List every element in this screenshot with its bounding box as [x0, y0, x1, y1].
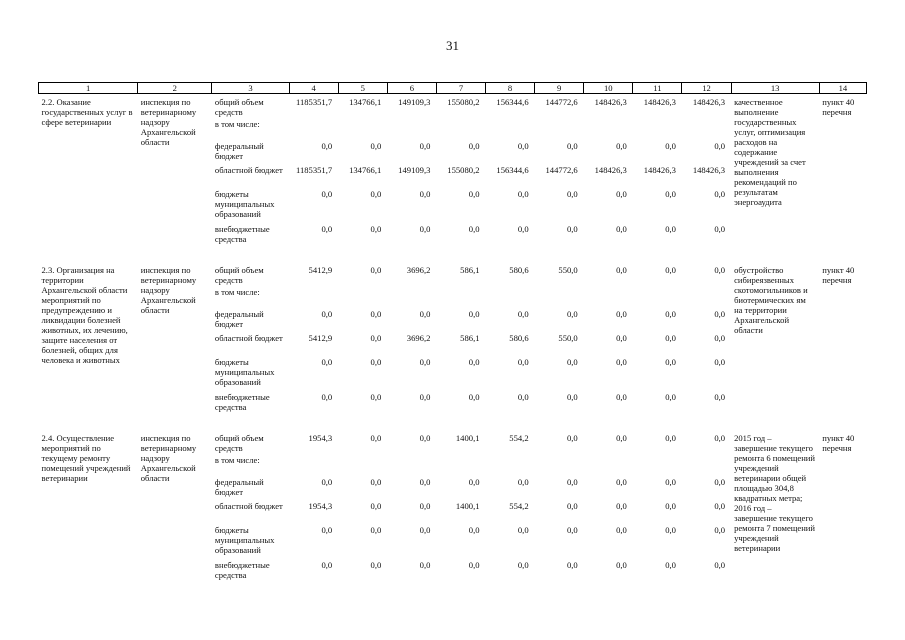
column-header-12: 12: [682, 83, 731, 94]
value-cell: 0,0: [468, 308, 480, 319]
executor: инспекция по ветеринарному надзору Архангельской области: [140, 97, 197, 147]
value-cell: 155080,2: [447, 164, 480, 175]
measure-title: 2.3. Организация на территории Архангельской области мероприятий по предупреждению и ликвидации болезней животных, их лечению, защите населения от болезней, общих для человека и животных: [41, 264, 128, 365]
column-header-11: 11: [633, 83, 682, 94]
value-cell: 0,0: [616, 188, 627, 199]
column-header-14: 14: [819, 83, 866, 94]
funding-source-label: областной бюджет: [214, 332, 283, 343]
value-cell: 0,0: [566, 391, 578, 402]
column-header-1: 1: [39, 83, 138, 94]
funding-source-label: федеральный бюджет: [214, 140, 264, 161]
value-cell: 0,0: [468, 559, 480, 570]
value-cell: 0,0: [714, 264, 726, 275]
value-cell: 0,0: [714, 223, 726, 234]
value-cell: 0,0: [321, 140, 333, 151]
group-spacer: [39, 247, 867, 262]
value-cell: 0,0: [517, 476, 529, 487]
reference: пункт 40 перечня: [822, 432, 855, 453]
value-cell: 0,0: [370, 559, 382, 570]
funding-source-label: бюджеты муниципальных образований: [214, 524, 275, 555]
funding-source-label: в том числе:: [214, 454, 260, 465]
measure-title: 2.4. Осуществление мероприятий по текущему ремонту помещений учреждений ветеринарии: [41, 432, 131, 483]
reference: пункт 40 перечня: [822, 264, 855, 285]
value-cell: 0,0: [665, 308, 676, 319]
value-cell: 0,0: [370, 391, 382, 402]
value-cell: 0,0: [321, 559, 333, 570]
value-cell: 0,0: [714, 391, 726, 402]
value-cell: 0,0: [566, 524, 578, 535]
program-table: [38, 82, 867, 583]
value-cell: 0,0: [370, 524, 382, 535]
value-cell: 0,0: [370, 476, 382, 487]
value-cell: 0,0: [714, 188, 726, 199]
value-cell: 1954,3: [308, 432, 333, 443]
value-cell: 0,0: [665, 500, 676, 511]
value-cell: 3696,2: [406, 332, 431, 343]
value-cell: 0,0: [616, 140, 627, 151]
value-cell: [535, 454, 584, 476]
funding-source-label: внебюджетные средства: [214, 559, 270, 580]
value-cell: 0,0: [665, 559, 676, 570]
value-cell: 1185351,7: [295, 164, 333, 175]
value-cell: 1400,1: [455, 432, 480, 443]
funding-source-label: в том числе:: [214, 286, 260, 297]
value-cell: 148426,3: [594, 97, 627, 107]
value-cell: 0,0: [714, 559, 726, 570]
funding-source-label: в том числе:: [214, 118, 260, 129]
page-number: 31: [446, 38, 459, 53]
funding-source-label: бюджеты муниципальных образований: [214, 188, 275, 219]
value-cell: 148426,3: [594, 164, 627, 175]
value-cell: 586,1: [460, 264, 480, 275]
value-cell: [436, 118, 485, 140]
value-cell: 5412,9: [308, 264, 333, 275]
value-cell: 0,0: [370, 332, 382, 343]
value-cell: 0,0: [517, 188, 529, 199]
value-cell: 0,0: [714, 524, 726, 535]
header-row: [39, 83, 867, 94]
value-cell: 0,0: [419, 500, 431, 511]
value-cell: 0,0: [665, 476, 676, 487]
value-cell: 0,0: [665, 223, 676, 234]
expected-result: 2015 год – завершение текущего ремонта 6 помещений учреждений ветеринарии общей площадью 304,8 квадратных метра; 2016 год – завершение текущего ремонта 7 помещений учреждений ветеринарии: [734, 432, 815, 553]
value-cell: [682, 286, 731, 308]
value-cell: 0,0: [714, 500, 726, 511]
value-cell: 0,0: [419, 223, 431, 234]
value-cell: 0,0: [566, 559, 578, 570]
value-cell: [633, 286, 682, 308]
value-cell: 0,0: [616, 500, 627, 511]
funding-source-label: общий объем средств: [214, 97, 264, 117]
value-cell: 580,6: [509, 332, 529, 343]
value-cell: 0,0: [616, 476, 627, 487]
value-cell: 0,0: [370, 432, 382, 443]
value-cell: 0,0: [665, 188, 676, 199]
value-cell: 0,0: [468, 476, 480, 487]
value-cell: 0,0: [566, 223, 578, 234]
value-cell: 134766,1: [349, 97, 382, 107]
value-cell: 586,1: [460, 332, 480, 343]
value-cell: 0,0: [517, 356, 529, 367]
value-cell: 554,2: [509, 500, 529, 511]
value-cell: 0,0: [566, 140, 578, 151]
column-header-9: 9: [535, 83, 584, 94]
value-cell: 144772,6: [545, 164, 578, 175]
value-cell: 0,0: [321, 524, 333, 535]
value-cell: [387, 118, 436, 140]
funding-source-label: внебюджетные средства: [214, 391, 270, 412]
value-cell: 0,0: [714, 332, 726, 343]
value-cell: 5412,9: [308, 332, 333, 343]
value-cell: 0,0: [321, 476, 333, 487]
funding-source-label: внебюджетные средства: [214, 223, 270, 244]
value-cell: 0,0: [665, 264, 676, 275]
value-cell: 0,0: [665, 140, 676, 151]
value-cell: [535, 286, 584, 308]
executor: инспекция по ветеринарному надзору Архангельской области: [140, 264, 197, 315]
value-cell: 144772,6: [545, 97, 578, 107]
value-cell: 0,0: [566, 500, 578, 511]
executor: инспекция по ветеринарному надзору Архангельской области: [140, 432, 197, 483]
value-cell: 1400,1: [455, 500, 480, 511]
value-cell: 0,0: [370, 188, 382, 199]
group-spacer: [39, 415, 867, 430]
column-header-10: 10: [584, 83, 633, 94]
value-cell: 0,0: [419, 524, 431, 535]
table-row: [39, 262, 867, 286]
value-cell: 0,0: [370, 356, 382, 367]
column-header-6: 6: [387, 83, 436, 94]
value-cell: 148426,3: [692, 164, 726, 175]
value-cell: 0,0: [517, 223, 529, 234]
value-cell: [633, 454, 682, 476]
value-cell: [682, 454, 731, 476]
value-cell: 0,0: [517, 391, 529, 402]
expected-result: обустройство сибиреязвенных скотомогильников и биотермических ям на территории Архангельской области: [734, 264, 808, 335]
value-cell: [289, 286, 338, 308]
value-cell: [338, 454, 387, 476]
value-cell: 0,0: [419, 391, 431, 402]
value-cell: 0,0: [468, 356, 480, 367]
value-cell: [436, 286, 485, 308]
value-cell: 0,0: [714, 476, 726, 487]
value-cell: 0,0: [714, 308, 726, 319]
value-cell: 0,0: [370, 308, 382, 319]
column-header-8: 8: [486, 83, 535, 94]
value-cell: 156344,6: [496, 164, 529, 175]
value-cell: [584, 454, 633, 476]
value-cell: 0,0: [665, 391, 676, 402]
value-cell: 0,0: [419, 188, 431, 199]
value-cell: 148426,3: [643, 97, 676, 107]
value-cell: 0,0: [616, 308, 627, 319]
value-cell: [289, 454, 338, 476]
measure-title: 2.2. Оказание государственных услуг в сфере ветеринарии: [41, 97, 133, 127]
value-cell: 0,0: [419, 476, 431, 487]
value-cell: 148426,3: [692, 97, 726, 107]
value-cell: 0,0: [517, 524, 529, 535]
value-cell: 0,0: [714, 140, 726, 151]
value-cell: 3696,2: [406, 264, 431, 275]
value-cell: 0,0: [468, 524, 480, 535]
value-cell: [338, 118, 387, 140]
value-cell: 0,0: [714, 432, 726, 443]
value-cell: 0,0: [616, 559, 627, 570]
value-cell: 0,0: [419, 356, 431, 367]
value-cell: 0,0: [419, 559, 431, 570]
funding-source-label: общий объем средств: [214, 432, 264, 453]
value-cell: 0,0: [517, 140, 529, 151]
funding-source-label: федеральный бюджет: [214, 476, 264, 497]
column-header-5: 5: [338, 83, 387, 94]
value-cell: 550,0: [558, 264, 578, 275]
value-cell: 0,0: [370, 500, 382, 511]
value-cell: 0,0: [370, 264, 382, 275]
value-cell: 0,0: [566, 188, 578, 199]
value-cell: [387, 454, 436, 476]
value-cell: 0,0: [468, 223, 480, 234]
column-header-13: 13: [731, 83, 819, 94]
value-cell: 0,0: [616, 264, 627, 275]
value-cell: 0,0: [468, 188, 480, 199]
value-cell: [633, 118, 682, 140]
table-row: [39, 430, 867, 454]
value-cell: 0,0: [321, 356, 333, 367]
table-row: [39, 94, 867, 118]
funding-source-label: областной бюджет: [214, 164, 283, 175]
value-cell: 156344,6: [496, 97, 529, 107]
value-cell: 0,0: [665, 356, 676, 367]
value-cell: 0,0: [321, 223, 333, 234]
value-cell: 155080,2: [447, 97, 480, 107]
value-cell: 0,0: [321, 188, 333, 199]
value-cell: [535, 118, 584, 140]
value-cell: 0,0: [419, 432, 431, 443]
value-cell: [486, 286, 535, 308]
value-cell: [387, 286, 436, 308]
expected-result: качественное выполнение государственных услуг, оптимизация расходов на содержание учреждений за счет выполнения рекомендаций по результатам энергоаудита: [734, 97, 806, 207]
funding-source-label: бюджеты муниципальных образований: [214, 356, 275, 387]
value-cell: [682, 118, 731, 140]
value-cell: [338, 286, 387, 308]
value-cell: 0,0: [665, 332, 676, 343]
value-cell: 0,0: [616, 332, 627, 343]
value-cell: 149109,3: [398, 164, 431, 175]
value-cell: 0,0: [468, 140, 480, 151]
reference: пункт 40 перечня: [822, 97, 855, 117]
value-cell: 149109,3: [398, 97, 431, 107]
value-cell: 0,0: [665, 524, 676, 535]
funding-source-label: областной бюджет: [214, 500, 283, 511]
value-cell: 0,0: [665, 432, 676, 443]
value-cell: [584, 286, 633, 308]
value-cell: 0,0: [468, 391, 480, 402]
value-cell: 0,0: [517, 559, 529, 570]
value-cell: [584, 118, 633, 140]
value-cell: 0,0: [616, 432, 627, 443]
value-cell: [486, 118, 535, 140]
value-cell: [289, 118, 338, 140]
value-cell: 0,0: [616, 524, 627, 535]
column-header-3: 3: [212, 83, 289, 94]
value-cell: [486, 454, 535, 476]
value-cell: [436, 454, 485, 476]
value-cell: 0,0: [616, 356, 627, 367]
value-cell: 0,0: [616, 223, 627, 234]
value-cell: 134766,1: [349, 164, 382, 175]
value-cell: 0,0: [370, 223, 382, 234]
value-cell: 148426,3: [643, 164, 676, 175]
value-cell: 580,6: [509, 264, 529, 275]
column-header-4: 4: [289, 83, 338, 94]
funding-source-label: общий объем средств: [214, 264, 264, 285]
value-cell: 550,0: [558, 332, 578, 343]
value-cell: 0,0: [566, 476, 578, 487]
value-cell: 0,0: [566, 432, 578, 443]
column-header-7: 7: [436, 83, 485, 94]
value-cell: 0,0: [566, 356, 578, 367]
value-cell: 1185351,7: [295, 97, 333, 107]
value-cell: 0,0: [419, 308, 431, 319]
funding-source-label: федеральный бюджет: [214, 308, 264, 329]
value-cell: 1954,3: [308, 500, 333, 511]
column-header-2: 2: [138, 83, 212, 94]
value-cell: 0,0: [370, 140, 382, 151]
value-cell: 0,0: [321, 308, 333, 319]
value-cell: 0,0: [321, 391, 333, 402]
value-cell: 0,0: [419, 140, 431, 151]
value-cell: 0,0: [517, 308, 529, 319]
value-cell: 0,0: [566, 308, 578, 319]
value-cell: 0,0: [616, 391, 627, 402]
value-cell: 0,0: [714, 356, 726, 367]
value-cell: 554,2: [509, 432, 529, 443]
